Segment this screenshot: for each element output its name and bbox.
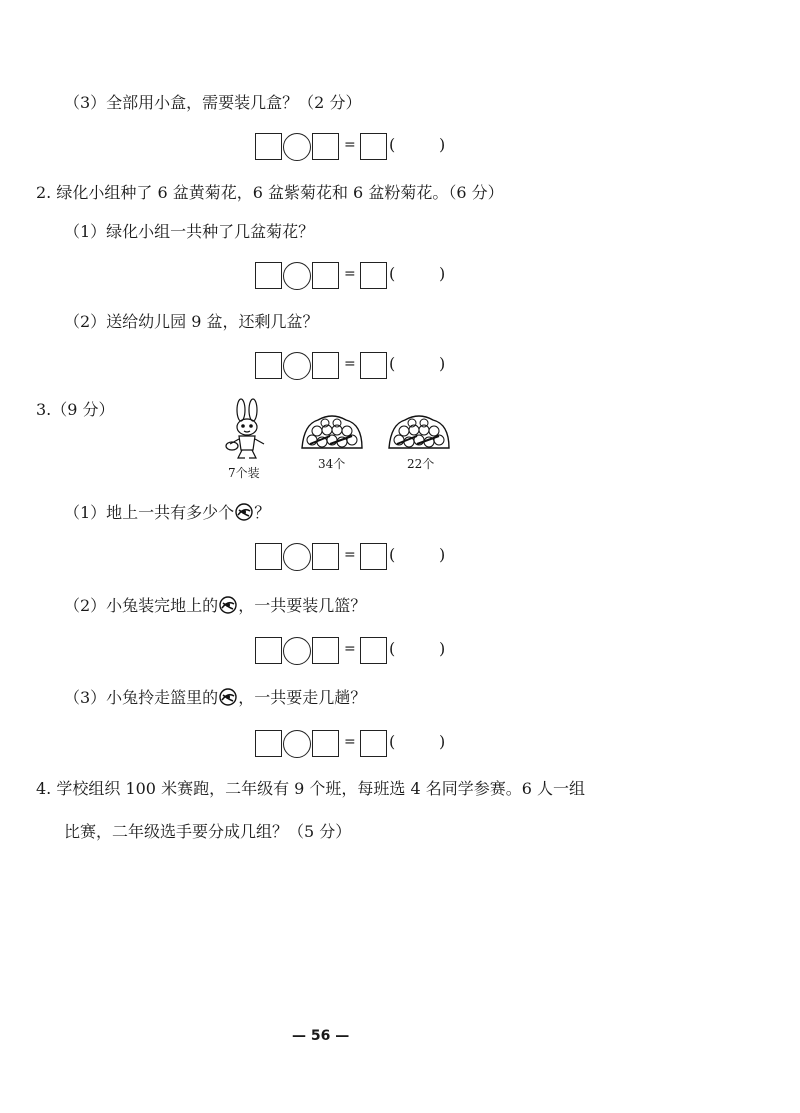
ball-icon [219,596,237,614]
operator-circle[interactable] [283,352,311,380]
q3-part1-text-a: （1）地上一共有多少个 [64,503,235,522]
unit-paren-open: ( [389,264,396,283]
unit-paren-open: ( [389,354,396,373]
ball-pile-icon [300,414,364,450]
rabbit-icon [224,398,270,462]
answer-box[interactable] [312,730,339,757]
result-box[interactable] [360,730,387,757]
q3-part2-text-a: （2）小兔装完地上的 [64,596,219,615]
equals-sign: = [344,137,356,153]
unit-paren-open: ( [389,639,396,658]
answer-box[interactable] [312,352,339,379]
answer-box[interactable] [255,133,282,160]
answer-box[interactable] [312,637,339,664]
answer-box[interactable] [312,543,339,570]
equals-sign: = [344,547,356,563]
unit-paren-close: ) [439,135,446,154]
operator-circle[interactable] [283,730,311,758]
equals-sign: = [344,641,356,657]
q3-part1-text-b: ？ [254,503,271,522]
equation-row-q1-3 [255,133,455,161]
q4-text-line1: 4. 学校组织 100 米赛跑，二年级有 9 个班，每班选 4 名同学参赛。6 人一组 [36,779,586,798]
pile1-caption: 34个 [318,457,346,471]
operator-circle[interactable] [283,543,311,571]
q3-part3-text-b: ，一共要走几趟？ [238,688,367,707]
answer-box[interactable] [255,543,282,570]
equation-row-q3-3 [255,730,455,758]
ball-icon [235,503,253,521]
q3-text: 3.（9 分） [36,400,115,419]
ball-icon [219,688,237,706]
equation-row-q2-1 [255,262,455,290]
q3-part2-text [64,596,366,616]
answer-box[interactable] [255,352,282,379]
equation-row-q3-2 [255,637,455,665]
answer-box[interactable] [255,637,282,664]
unit-paren-close: ) [439,264,446,283]
result-box[interactable] [360,262,387,289]
q3-part3-text-a: （3）小兔拎走篮里的 [64,688,219,707]
equation-row-q2-2 [255,352,455,380]
operator-circle[interactable] [283,133,311,161]
unit-paren-close: ) [439,639,446,658]
page-number: — 56 — [292,1028,350,1044]
result-box[interactable] [360,352,387,379]
result-box[interactable] [360,133,387,160]
q3-part3-text [64,688,366,708]
operator-circle[interactable] [283,262,311,290]
q3-part2-text-b: ，一共要装几篮？ [238,596,367,615]
unit-paren-close: ) [439,545,446,564]
equals-sign: = [344,266,356,282]
pile2-caption: 22个 [407,457,435,471]
unit-paren-close: ) [439,354,446,373]
unit-paren-open: ( [389,135,396,154]
rabbit-caption: 7个装 [228,466,260,480]
result-box[interactable] [360,637,387,664]
q2-part2-text: （2）送给幼儿园 9 盆，还剩几盆？ [64,312,319,331]
unit-paren-open: ( [389,732,396,751]
answer-box[interactable] [255,730,282,757]
unit-paren-open: ( [389,545,396,564]
equals-sign: = [344,356,356,372]
equals-sign: = [344,734,356,750]
answer-box[interactable] [312,262,339,289]
q2-part1-text: （1）绿化小组一共种了几盆菊花？ [64,222,315,241]
q1-part3-text: （3）全部用小盒，需要装几盒？（2 分） [64,93,362,112]
unit-paren-close: ) [439,732,446,751]
q2-text: 2. 绿化小组种了 6 盆黄菊花，6 盆紫菊花和 6 盆粉菊花。（6 分） [36,183,504,202]
operator-circle[interactable] [283,637,311,665]
q4-text-line2: 比赛，二年级选手要分成几组？（5 分） [64,822,352,841]
result-box[interactable] [360,543,387,570]
q3-part1-text [64,503,270,523]
answer-box[interactable] [255,262,282,289]
answer-box[interactable] [312,133,339,160]
equation-row-q3-1 [255,543,455,571]
ball-pile-icon [387,414,451,450]
